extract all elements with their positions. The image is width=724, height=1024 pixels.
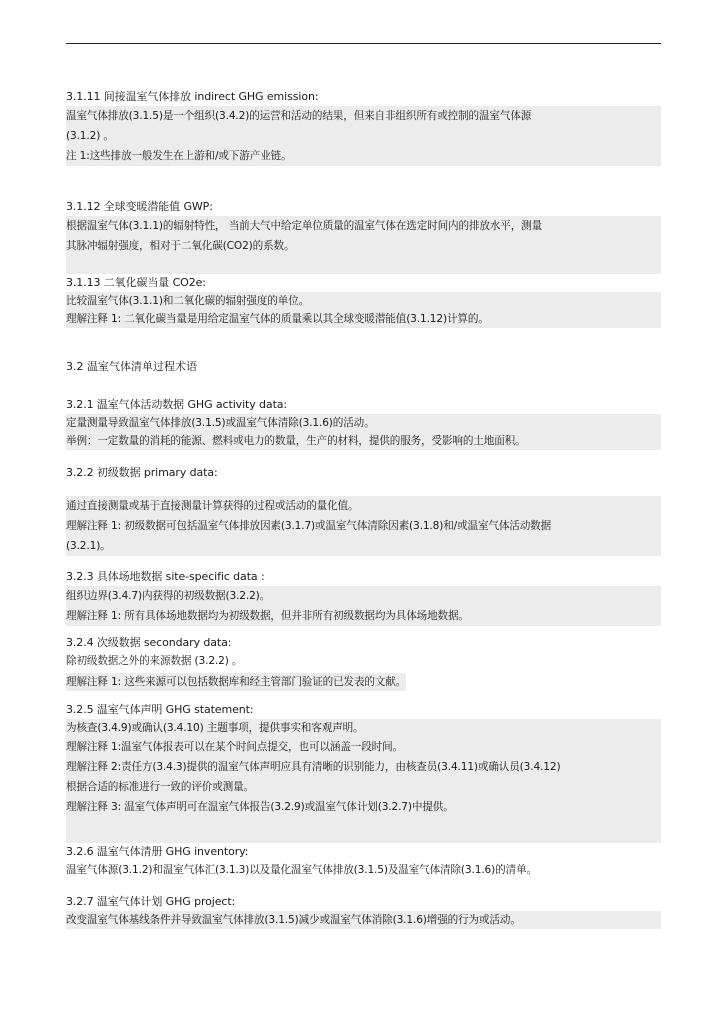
term-heading-3-2-5: 3.2.5 温室气体声明 GHG statement: — [66, 703, 254, 716]
definition-line: 定量测量导致温室气体排放(3.1.5)或温室气体清除(3.1.6)的活动。 — [66, 417, 375, 429]
note-line: 理解注释 3: 温室气体声明可在温室气体报告(3.2.9)或温室气体计划(3.2.7)中提供。 — [66, 801, 454, 813]
definition-line: 改变温室气体基线条件并导致温室气体排放(3.1.5)减少或温室气体消除(3.1.6)增强的行为或活动。 — [66, 914, 521, 926]
definition-line: 通过直接测量或基于直接测量计算获得的过程或活动的量化值。 — [66, 500, 359, 512]
term-heading-3-2-1: 3.2.1 温室气体活动数据 GHG activity data: — [66, 398, 288, 411]
definition-block-3-1-13 — [66, 292, 661, 328]
definition-line: 温室气体排放(3.1.5)是一个组织(3.4.2)的运营和活动的结果，但来自非组织所有或控制的温室气体源 — [66, 110, 532, 122]
definition-block-3-2-4 — [66, 652, 661, 691]
definition-line: 其脉冲辐射强度，相对于二氧化碳(CO2)的系数。 — [66, 240, 295, 252]
term-heading-3-2-3: 3.2.3 具体场地数据 site-specific data : — [66, 570, 265, 583]
definition-line: 根据温室气体(3.1.1)的辐射特性， 当前大气中给定单位质量的温室气体在选定时间内的排放水平，测量 — [66, 220, 543, 232]
definition-block-3-1-11 — [66, 106, 661, 166]
definition-block-3-2-5 — [66, 719, 661, 843]
document-body — [66, 88, 661, 929]
term-heading-3-1-11: 3.1.11 间接温室气体排放 indirect GHG emission: — [66, 90, 319, 103]
term-heading-3-2-4: 3.2.4 次级数据 secondary data: — [66, 636, 232, 649]
definition-line: (3.1.2) 。 — [66, 130, 114, 142]
note-line: 理解注释 1: 所有具体场地数据均为初级数据，但并非所有初级数据均为具体场地数据。 — [66, 610, 469, 622]
definition-block-3-2-3 — [66, 586, 661, 626]
header-rule — [66, 43, 661, 44]
note-line: 理解注释 1: 这些来源可以包括数据库和经主管部门验证的已发表的文献。 — [66, 673, 406, 691]
note-line: 理解注释 2:责任方(3.4.3)提供的温室气体声明应具有清晰的识别能力，由核查员(3.4.11)或确认员(3.4.12) — [66, 761, 561, 773]
section-title-3-2: 3.2 温室气体清单过程术语 — [66, 360, 197, 373]
term-heading-3-1-13: 3.1.13 二氧化碳当量 CO2e: — [66, 276, 206, 289]
definition-line: 除初级数据之外的来源数据 (3.2.2) 。 — [66, 655, 243, 667]
definition-block-3-2-6 — [66, 861, 661, 879]
term-heading-3-1-12: 3.1.12 全球变暖潜能值 GWP: — [66, 200, 213, 213]
definition-block-3-1-12 — [66, 216, 661, 274]
note-line: 注 1:这些排放一般发生在上游和/或下游产业链。 — [66, 150, 292, 162]
note-line: 理解注释 1: 初级数据可包括温室气体排放因素(3.1.7)或温室气体清除因素(3.1.8)和/或温室气体活动数据 — [66, 520, 552, 532]
definition-block-3-2-2 — [66, 496, 661, 556]
definition-line: 组织边界(3.4.7)内获得的初级数据(3.2.2)。 — [66, 590, 271, 602]
note-line: 根据合适的标准进行一致的评价或测量。 — [66, 781, 254, 793]
definition-line: 比较温室气体(3.1.1)和二氧化碳的辐射强度的单位。 — [66, 295, 310, 307]
term-heading-3-2-2: 3.2.2 初级数据 primary data: — [66, 466, 218, 479]
definition-line: 温室气体源(3.1.2)和温室气体汇(3.1.3)以及量化温室气体排放(3.1.5)及温室气体清除(3.1.6)的清单。 — [66, 864, 537, 876]
note-line: 理解注释 1:温室气体报表可以在某个时间点提交，也可以涵盖一段时间。 — [66, 741, 403, 753]
example-line: 举例：一定数量的消耗的能源、燃料或电力的数量，生产的材料，提供的服务，受影响的土地面积。 — [66, 435, 526, 447]
term-heading-3-2-6: 3.2.6 温室气体清册 GHG inventory: — [66, 845, 249, 858]
definition-line: 为核查(3.4.9)或确认(3.4.10) 主题事项，提供事实和客观声明。 — [66, 722, 364, 734]
definition-block-3-2-1 — [66, 414, 661, 450]
note-line: (3.2.1)。 — [66, 540, 111, 552]
term-heading-3-2-7: 3.2.7 温室气体计划 GHG project: — [66, 895, 236, 908]
definition-block-3-2-7 — [66, 911, 661, 929]
note-line: 理解注释 1: 二氧化碳当量是用给定温室气体的质量乘以其全球变暖潜能值(3.1.12)计算的。 — [66, 313, 489, 325]
